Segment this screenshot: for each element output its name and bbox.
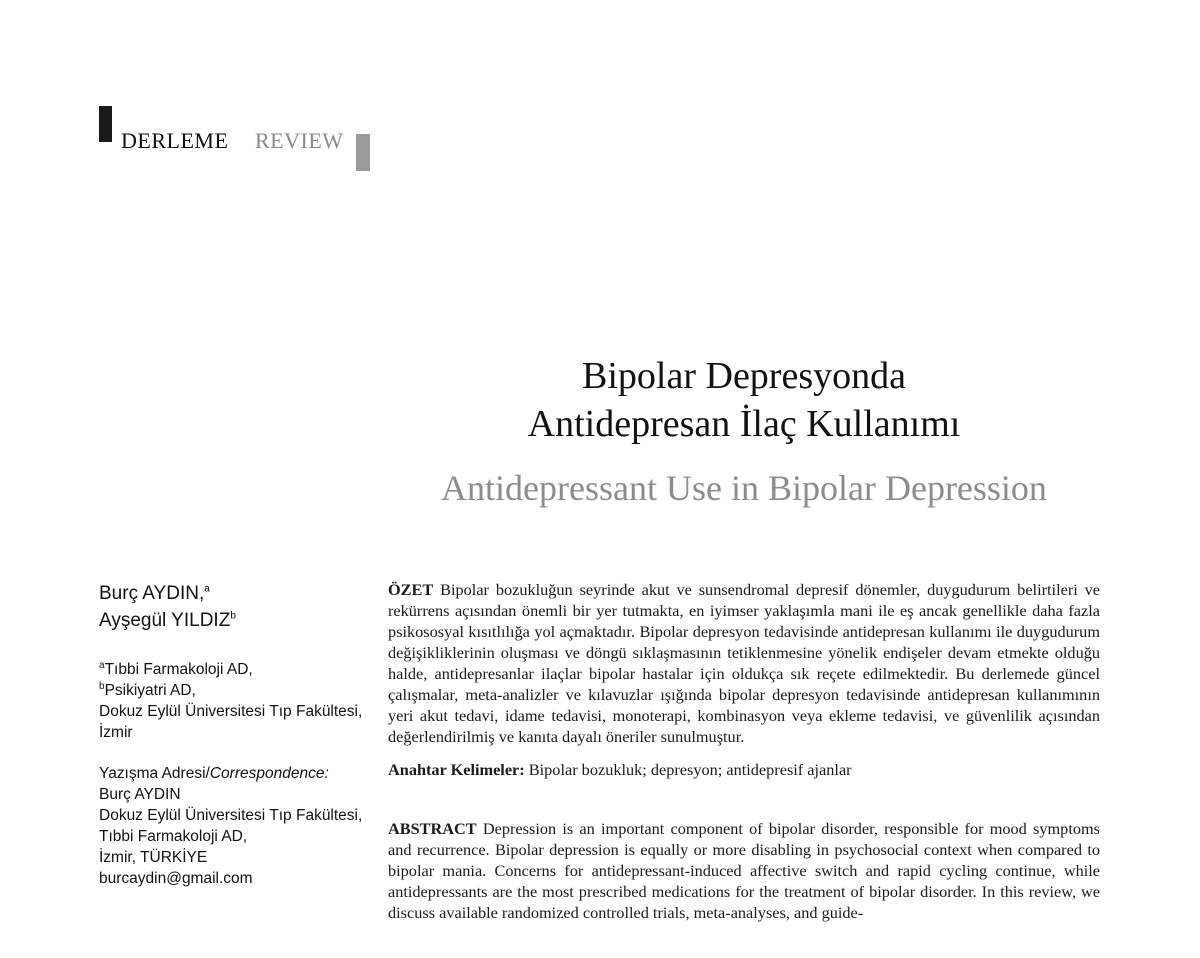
header-bar-black — [99, 106, 112, 142]
section-label-en: REVIEW — [255, 128, 344, 153]
correspondence-email[interactable]: burcaydin@gmail.com — [99, 870, 253, 887]
correspondence — [99, 763, 369, 889]
affiliation-university: Dokuz Eylül Üniversitesi Tıp Fakültesi, — [99, 703, 363, 720]
ozet-label: ÖZET — [388, 580, 434, 599]
author-sidebar — [99, 580, 369, 889]
correspondence-name: Burç AYDIN — [99, 786, 181, 803]
affiliation-b — [99, 680, 369, 701]
author-2 — [99, 607, 369, 634]
main-column — [388, 579, 1100, 923]
title-en: Antidepressant Use in Bipolar Depression — [441, 468, 1047, 508]
author-1 — [99, 580, 369, 607]
abstract-paragraph — [388, 818, 1100, 923]
aff-sup: b — [99, 680, 105, 692]
header-bar-gray — [356, 134, 370, 171]
aff-sup: a — [99, 659, 105, 671]
aff-text: Tıbbi Farmakoloji AD, — [104, 661, 253, 678]
author-name: Burç AYDIN, — [99, 583, 205, 604]
abstract-text: Depression is an important component of bipolar disorder, responsible for mood symptoms and recurrence. Bipolar depression is equally or more disabling in psychosocial context when compared to bipolar mania. Concerns for antidepressant-induced affective switch and rapid cycling continue, while antidepressants are the most prescribed medications for the treatment of bipolar disorder. In this review, we discuss available randomized controlled trials, meta-analyses, and guide- — [388, 819, 1100, 922]
ozet-text: Bipolar bozukluğun seyrinde akut ve sunsendromal depresif dönemler, duygudurum belirtileri ve rekürrens açısından önemli bir yer tutmakta, en iyimser yaklaşımla mani ile eş ancak genellikle daha fazla psikososyal kısıtlılığa yol açmaktadır. Bipolar depresyon tedavisinde antidepresan kullanımı ile duygudurum değişikliklerinin oluşması ve döngü sıklaşmasının tetiklenmesine yönelik endişeler devam etmekte olduğu halde, antidepresanlar ilaçlar bipolar hastalar için oldukça sık reçete edilmektedir. Bu derlemede güncel çalışmalar, meta-analizler ve kılavuzlar ışığında bipolar depresyon tedavisinde antidepresan kullanımının yeri akut tedavi, idame tedavisi, monoterapi, kombinasyon veya ekleme tedavisi, ve güvenlilik açısından değerlendirilmiş ve kanıta dayalı öneriler sunulmuştur. — [388, 580, 1100, 746]
keywords-text: Bipolar bozukluk; depresyon; antidepresif ajanlar — [528, 760, 852, 779]
title-tr-line1: Bipolar Depresyonda — [582, 355, 906, 397]
correspondence-line3: İzmir, TÜRKİYE — [99, 849, 208, 866]
author-sup: a — [204, 583, 210, 595]
keywords-paragraph — [388, 759, 1100, 780]
title-tr-line2: Antidepresan İlaç Kullanımı — [527, 403, 961, 445]
abstract-label: ABSTRACT — [388, 819, 477, 838]
section-header — [99, 106, 379, 172]
correspondence-label — [99, 763, 369, 784]
affiliations — [99, 659, 369, 743]
correspondence-line2: Tıbbi Farmakoloji AD, — [99, 828, 248, 845]
section-label-tr: DERLEME — [121, 128, 229, 153]
correspondence-line1: Dokuz Eylül Üniversitesi Tıp Fakültesi, — [99, 807, 363, 824]
affiliation-city: İzmir — [99, 724, 133, 741]
ozet-paragraph — [388, 579, 1100, 747]
keywords-label: Anahtar Kelimeler: — [388, 760, 525, 779]
affiliation-a — [99, 659, 369, 680]
author-name: Ayşegül YILDIZ — [99, 610, 231, 631]
author-sup: b — [230, 610, 236, 622]
corr-label-en: Correspondence: — [209, 765, 329, 782]
aff-text: Psikiyatri AD, — [104, 682, 196, 699]
corr-label-tr: Yazışma Adresi/ — [99, 765, 210, 782]
